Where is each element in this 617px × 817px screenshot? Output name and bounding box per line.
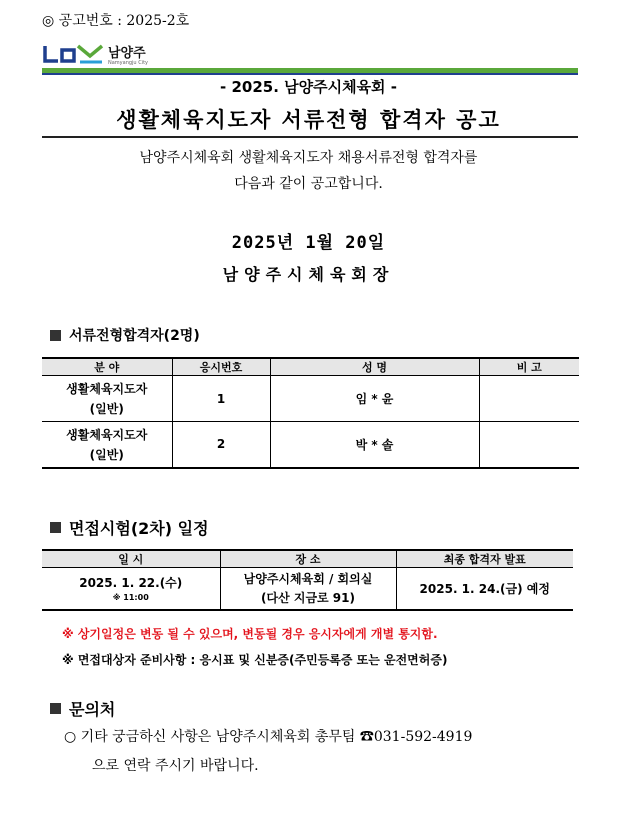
field-cell — [42, 422, 172, 468]
applicant-number: 1 — [172, 376, 270, 422]
applicant-name: 임 * 윤 — [270, 376, 479, 422]
section-document-passers-heading — [50, 325, 200, 345]
city-logo-mark-icon — [42, 42, 104, 66]
applicant-name: 박 * 솔 — [270, 422, 479, 468]
field-type: (일반) — [89, 402, 124, 416]
column-header: 장 소 — [220, 550, 396, 568]
notice-subtitle: - 2025. 남양주시체육회 - — [220, 78, 397, 96]
square-bullet-icon — [50, 330, 61, 341]
contact-line-2: 으로 연락 주시기 바랍니다. — [92, 758, 259, 774]
interview-datetime-cell — [42, 568, 220, 610]
interview-preparation-note: ※ 면접대상자 준비사항 : 응시표 및 신분증(주민등록증 또는 운전면허증) — [62, 653, 448, 667]
column-header: 최종 합격자 발표 — [396, 550, 573, 568]
field-name: 생활체육지도자 — [66, 382, 148, 396]
column-header: 비 고 — [479, 358, 579, 376]
interview-place-cell — [220, 568, 396, 610]
field-type: (일반) — [89, 447, 124, 462]
column-header: 응시번호 — [172, 358, 270, 376]
contact-line-1: ○ 기타 궁금하신 사항은 남양주시체육회 총무팀 ☎031-592-4919 — [64, 729, 473, 745]
section-contact-heading — [50, 697, 115, 720]
column-header: 일 시 — [42, 550, 220, 568]
field-name: 생활체육지도자 — [66, 427, 148, 442]
remarks-cell — [479, 376, 579, 422]
intro-line-1: 남양주시체육회 생활체육지도자 채용서류전형 합격자를 — [139, 150, 478, 166]
interview-date: 2025. 1. 22.(수) — [79, 576, 183, 591]
final-announcement-date: 2025. 1. 24.(금) 예정 — [396, 568, 573, 610]
schedule-change-warning: ※ 상기일정은 변동 될 수 있으며, 변동될 경우 응시자에게 개별 통지함. — [62, 627, 438, 641]
city-logo — [42, 40, 148, 66]
table-row — [42, 568, 573, 610]
logo-name-english: Namyangju City — [108, 60, 148, 66]
notice-number: ◎ 공고번호 : 2025-2호 — [42, 13, 190, 29]
square-bullet-icon — [50, 522, 61, 533]
applicant-number: 2 — [172, 422, 270, 468]
document-passers-table — [42, 357, 579, 469]
interview-time: ※ 11:00 — [112, 593, 149, 603]
notice-title: 생활체육지도자 서류전형 합격자 공고 — [116, 108, 501, 132]
section-heading-text: 서류전형합격자(2명) — [69, 328, 200, 344]
header-band-blue — [42, 73, 578, 75]
issuing-organization: 남양주시체육회장 — [222, 265, 395, 284]
notice-date: 2025년 1월 20일 — [231, 233, 386, 253]
remarks-cell — [479, 422, 579, 468]
column-header: 성 명 — [270, 358, 479, 376]
intro-line-2: 다음과 같이 공고합니다. — [234, 176, 383, 192]
section-heading-text: 문의처 — [69, 700, 116, 719]
section-heading-text: 면접시험(2차) 일정 — [69, 519, 209, 538]
interview-place: 남양주시체육회 / 회의실 — [243, 572, 373, 587]
table-header-row — [42, 358, 579, 376]
field-cell — [42, 376, 172, 422]
table-row — [42, 376, 579, 422]
table-row — [42, 422, 579, 468]
square-bullet-icon — [50, 703, 61, 714]
column-header: 분 야 — [42, 358, 172, 376]
interview-address: (다산 지금로 91) — [261, 591, 355, 606]
logo-name-korean: 남양주 — [108, 46, 146, 61]
title-divider — [42, 136, 578, 138]
table-header-row — [42, 550, 573, 568]
interview-schedule-table — [42, 549, 573, 611]
section-interview-schedule-heading — [50, 516, 209, 539]
